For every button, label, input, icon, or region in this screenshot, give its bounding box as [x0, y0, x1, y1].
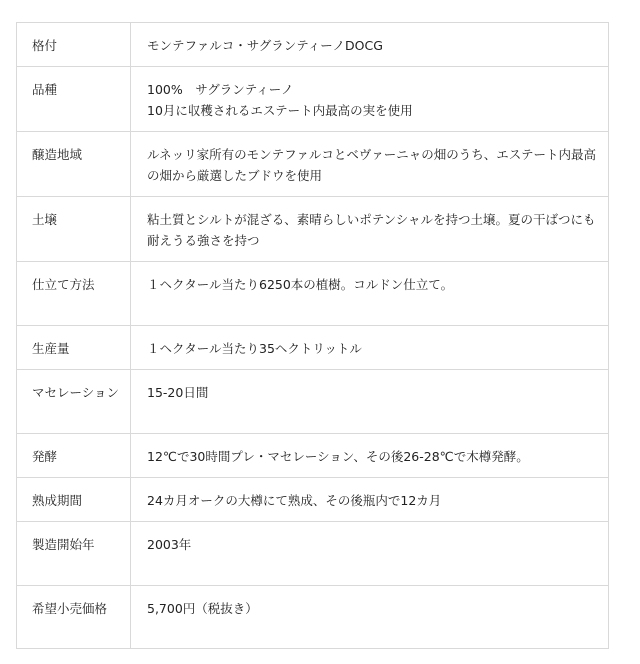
- table-row-region: [17, 132, 609, 197]
- wine-spec-table: [16, 22, 609, 649]
- row-value: １ヘクタール当たり6250本の植樹。コルドン仕立て。: [131, 262, 609, 326]
- row-value: 2003年: [131, 522, 609, 586]
- row-label: 仕立て方法: [17, 262, 131, 326]
- row-label: 格付: [17, 23, 131, 67]
- row-label: 発酵: [17, 434, 131, 478]
- row-value: 15-20日間: [131, 370, 609, 434]
- table-row-yield: [17, 326, 609, 370]
- row-value: 100% サグランティーノ 10月に収穫されるエステート内最高の実を使用: [131, 67, 609, 132]
- row-value: １ヘクタール当たり35ヘクトリットル: [131, 326, 609, 370]
- table-row-first-vintage: [17, 522, 609, 586]
- row-label: 希望小売価格: [17, 586, 131, 649]
- row-label: 品種: [17, 67, 131, 132]
- row-value: 粘土質とシルトが混ざる、素晴らしいポテンシャルを持つ土壌。夏の干ばつにも耐えうる強さを持つ: [131, 197, 609, 262]
- row-label: 土壌: [17, 197, 131, 262]
- row-value: ルネッリ家所有のモンテファルコとベヴァーニャの畑のうち、エステート内最高の畑から厳選したブドウを使用: [131, 132, 609, 197]
- row-label: 生産量: [17, 326, 131, 370]
- table-row-training: [17, 262, 609, 326]
- row-label: 醸造地域: [17, 132, 131, 197]
- table-row-maceration: [17, 370, 609, 434]
- row-label: 製造開始年: [17, 522, 131, 586]
- table-row-classification: [17, 23, 609, 67]
- row-value: 5,700円（税抜き）: [131, 586, 609, 649]
- row-value: モンテファルコ・サグランティーノDOCG: [131, 23, 609, 67]
- row-label: マセレーション: [17, 370, 131, 434]
- table-row-aging: [17, 478, 609, 522]
- row-label: 熟成期間: [17, 478, 131, 522]
- row-value: 12℃で30時間プレ・マセレーション、その後26-28℃で木樽発酵。: [131, 434, 609, 478]
- table-row-soil: [17, 197, 609, 262]
- table-row-variety: [17, 67, 609, 132]
- row-value: 24カ月オークの大樽にて熟成、その後瓶内で12カ月: [131, 478, 609, 522]
- table-row-fermentation: [17, 434, 609, 478]
- table-row-retail-price: [17, 586, 609, 649]
